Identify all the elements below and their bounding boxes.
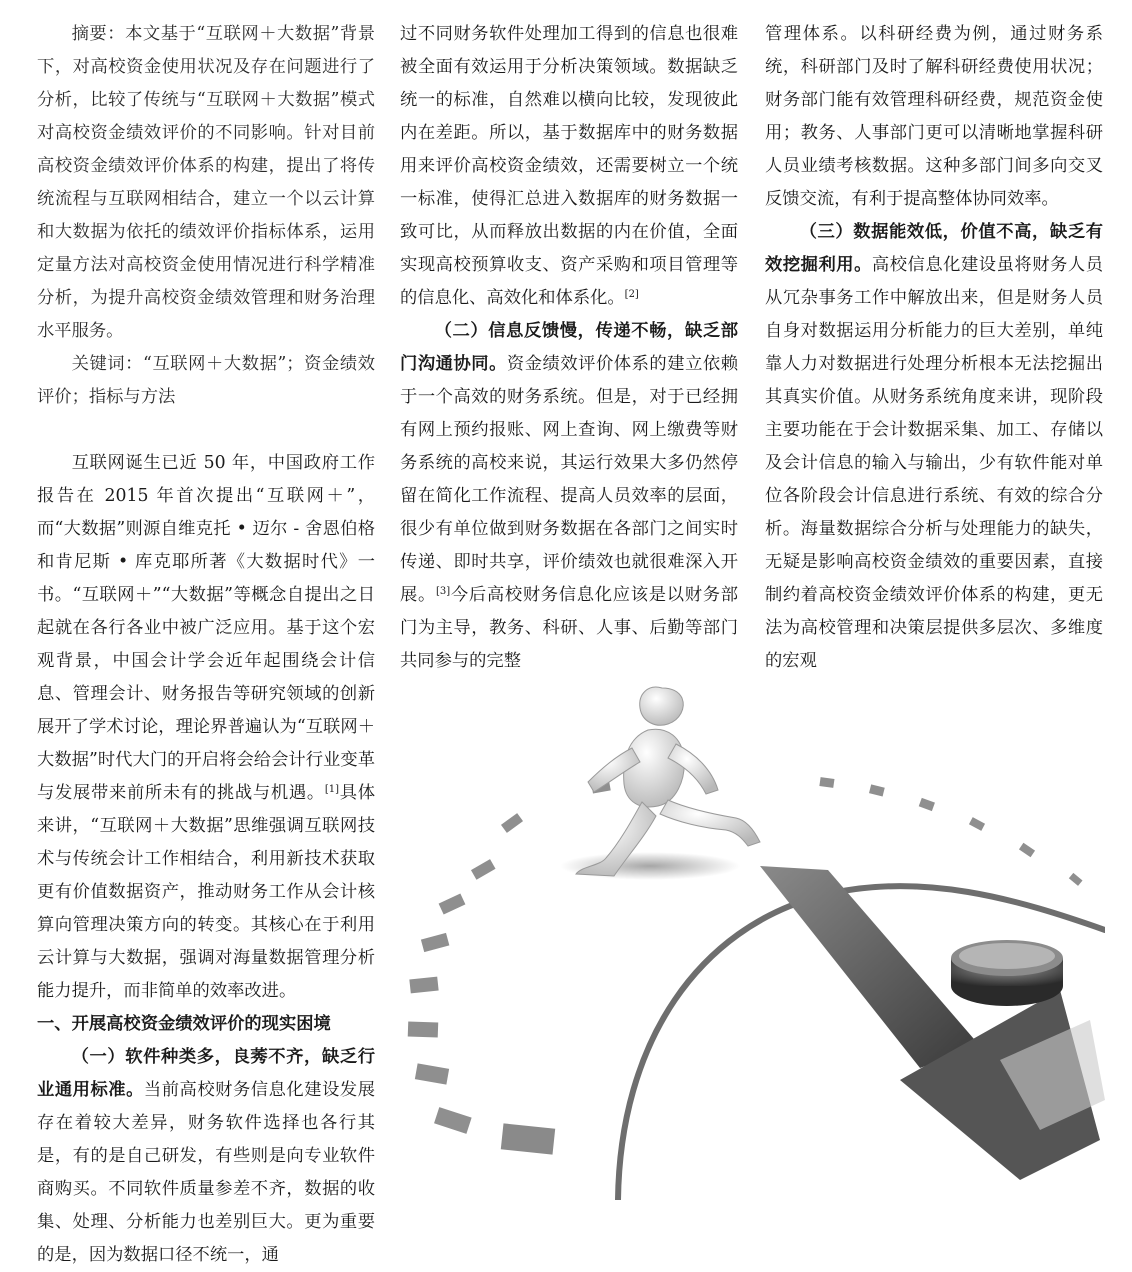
subsection-2-paragraph xyxy=(400,315,738,678)
subsection-1-paragraph xyxy=(37,1041,375,1272)
clock-center-knob xyxy=(951,940,1063,1006)
continued-paragraph-col3: 管理体系。以科研经费为例，通过财务系统，科研部门及时了解科研经费使用状况；财务部门能有效管理科研经费，规范资金使用；教务、人事部门更可以清晰地掌握科研人员业绩考核数据。这种多部门间多向交叉反馈交流，有利于提高整体协同效率。 xyxy=(765,24,1103,209)
continued-text: 过不同财务软件处理加工得到的信息也很难被全面有效运用于分析决策领域。数据缺乏统一的标准，自然难以横向比较，发现彼此内在差距。所以，基于数据库中的财务数据用来评价高校资金绩效，还需要树立一个统一标准，使得汇总进入数据库的财务数据一致可比，从而释放出数据的内在价值，全面实现高校预算收支、资产采购和项目管理等的信息化、高效化和体系化。 xyxy=(400,24,738,308)
spacer xyxy=(37,414,375,447)
text-column-1 xyxy=(37,18,375,1272)
running-figure-icon xyxy=(576,687,760,876)
figure-shadow xyxy=(560,852,740,880)
continued-paragraph xyxy=(400,18,738,315)
text-column-3 xyxy=(765,18,1103,678)
subsection-2-body-b: 今后高校财务信息化应该是以财务部门为主导，教务、科研、人事、后勤等部门共同参与的完整 xyxy=(400,585,738,671)
section-heading-1: 一、开展高校资金绩效评价的现实困境 xyxy=(37,1014,331,1034)
subsection-3-body: 高校信息化建设虽将财务人员从冗杂事务工作中解放出来，但是财务人员自身对数据运用分析能力的巨大差别，单纯靠人力对数据进行处理分析根本无法挖掘出其真实价值。从财务系统角度来讲，现阶段主要功能在于会计数据采集、加工、存储以及会计信息的输入与输出，少有软件能对单位各阶段会计信息进行系统、有效的综合分析。海量数据综合分析与处理能力的缺失，无疑是影响高校资金绩效的重要因素，直接制约着高校资金绩效评价体系的构建，更无法为高校管理和决策层提供多层次、多维度的宏观 xyxy=(765,255,1103,671)
text-column-2 xyxy=(400,18,738,678)
subsection-2-body-a: 资金绩效评价体系的建立依赖于一个高效的财务系统。但是，对于已经拥有网上预约报账、网上查询、网上缴费等财务系统的高校来说，其运行效果大多仍然停留在简化工作流程、提高人员效率的层面，很少有单位做到财务数据在各部门之间实时传递、即时共享，评价绩效也就很难深入开展。 xyxy=(400,354,738,605)
running-figure-clock-illustration xyxy=(400,660,1105,1200)
abstract: 摘要：本文基于“互联网＋大数据”背景下，对高校资金使用状况及存在问题进行了分析，比较了传统与“互联网＋大数据”模式对高校资金绩效评价的不同影响。针对目前高校资金绩效评价体系的构建，提出了将传统流程与互联网相结合，建立一个以云计算和大数据为依托的绩效评价指标体系，运用定量方法对高校资金使用情况进行科学精准分析，为提升高校资金绩效管理和财务治理水平服务。 xyxy=(37,24,375,341)
reference-3: [3] xyxy=(435,586,451,597)
intro-text-b: 具体来讲，“互联网＋大数据”思维强调互联网技术与传统会计工作相结合，利用新技术获取更有价值数据资产，推动财务工作从会计核算向管理决策方向的转变。其核心在于利用云计算与大数据，强调对海量数据管理分析能力提升，而非简单的效率改进。 xyxy=(37,783,375,1001)
subsection-3-heading: （三）数据能效低，价值不高，缺乏有效挖掘利用。 xyxy=(765,222,1103,275)
subsection-3-paragraph xyxy=(765,216,1103,678)
intro-text-a: 互联网诞生已近 50 年，中国政府工作报告在 2015 年首次提出“互联网＋”，而“大数据”则源自维克托 • 迈尔 - 舍恩伯格和肯尼斯 • 库克耶所著《大数据时代》一书。“互联网＋”“大数据”等概念自提出之日起就在各行各业中被广泛应用。基于这个宏观背景，中国会计学会近年起围绕会计信息、管理会计、财务报告等研究领域的创新展开了学术讨论，理论界普遍认为“互联网＋大数据”时代大门的开启将会给会计行业变革与发展带来前所未有的挑战与机遇。 xyxy=(37,453,375,803)
intro-paragraph xyxy=(37,447,375,1008)
subsection-2-heading: （二）信息反馈慢，传递不畅，缺乏部门沟通协同。 xyxy=(400,321,738,374)
reference-1: [1] xyxy=(324,784,339,795)
subsection-1-body: 当前高校财务信息化建设发展存在着较大差异，财务软件选择也各行其是，有的是自己研发，有些则是向专业软件商购买。不同软件质量参差不齐，数据的收集、处理、分析能力也差别巨大。更为重要的是，因为数据口径不统一，通 xyxy=(37,1080,375,1265)
reference-2: [2] xyxy=(624,289,639,300)
subsection-1-heading: （一）软件种类多，良莠不齐，缺乏行业通用标准。 xyxy=(37,1047,375,1100)
keywords: 关键词：“互联网＋大数据”；资金绩效评价；指标与方法 xyxy=(37,354,375,407)
